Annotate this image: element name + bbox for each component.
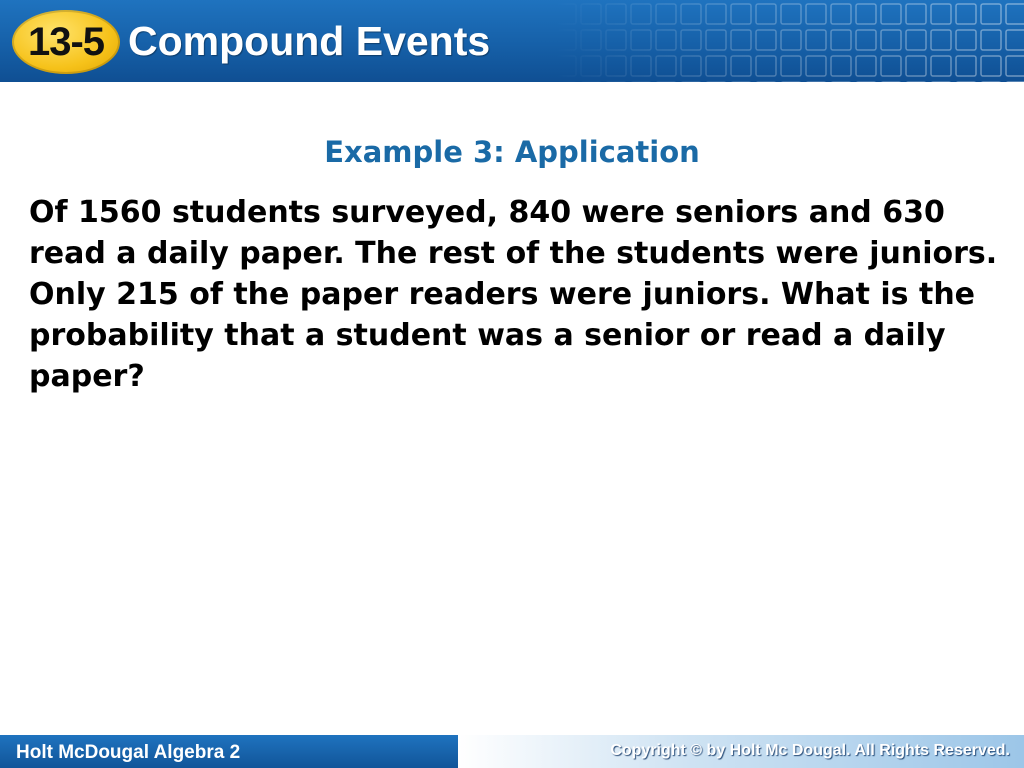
lesson-number: 13-5 (27, 19, 105, 64)
slide-header (0, 0, 1024, 82)
footer-right-bar (458, 735, 1024, 768)
header-grid-pattern (554, 0, 1024, 82)
problem-statement: Of 1560 students surveyed, 840 were seniors and 630 read a daily paper. The rest of the students were juniors. Only 215 of the paper readers were juniors. What is the probability that a student was a senior or read a daily paper? (29, 195, 998, 394)
footer-book-title: Holt McDougal Algebra 2 (16, 742, 241, 763)
lesson-title: Compound Events (128, 18, 491, 64)
example-heading: Example 3: Application (324, 135, 700, 169)
footer-left-bar (0, 735, 458, 768)
slide-footer (0, 733, 1024, 768)
footer-copyright: Copyright © by Holt Mc Dougal. All Rights Reserved. (610, 742, 1010, 759)
lesson-badge (12, 10, 120, 74)
